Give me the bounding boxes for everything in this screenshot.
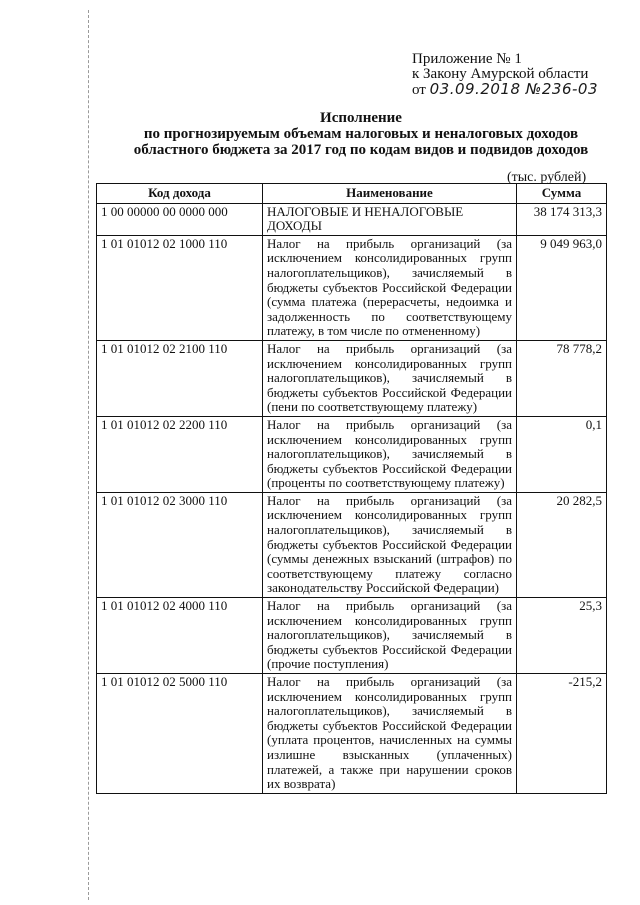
units-label: (тыс. рублей)	[507, 170, 587, 185]
income-table	[96, 183, 607, 794]
row-code: 1 01 01012 02 2200 110	[97, 416, 263, 492]
appendix-handwritten-date: 03.09.2018 №236-03	[429, 80, 598, 98]
row-name: Налог на прибыль организаций (за исключением консолидированных групп налогоплательщиков), зачисляемый в бюджеты субъектов Российской Федерации (уплата процентов, начисленных на суммы излишне взысканных (уплаченных) платежей, а также при нарушении сроков их возврата)	[263, 674, 517, 794]
table-row	[97, 598, 607, 674]
scan-margin-line	[88, 10, 89, 900]
table-row	[97, 235, 607, 340]
row-sum: -215,2	[517, 674, 607, 794]
appendix-date-line	[412, 82, 622, 98]
row-name: Налог на прибыль организаций (за исключением консолидированных групп налогоплательщиков), зачисляемый в бюджеты субъектов Российской Федерации (пени по соответствующему платежу)	[263, 340, 517, 416]
document-title	[96, 110, 626, 158]
row-sum: 25,3	[517, 598, 607, 674]
row-code: 1 01 01012 02 5000 110	[97, 674, 263, 794]
row-sum: 0,1	[517, 416, 607, 492]
table-row	[97, 203, 607, 235]
row-name: Налог на прибыль организаций (за исключением консолидированных групп налогоплательщиков), зачисляемый в бюджеты субъектов Российской Федерации (сумма платежа (перерасчеты, недоимка и задолженность по соответствующему платежу, в том числе по отмененному)	[263, 235, 517, 340]
header-sum: Сумма	[517, 184, 607, 204]
header-name: Наименование	[263, 184, 517, 204]
table-header-row	[97, 184, 607, 204]
row-code: 1 01 01012 02 3000 110	[97, 492, 263, 597]
row-sum: 78 778,2	[517, 340, 607, 416]
table-row	[97, 416, 607, 492]
table-row	[97, 674, 607, 794]
row-name: Налог на прибыль организаций (за исключением консолидированных групп налогоплательщиков), зачисляемый в бюджеты субъектов Российской Федерации (прочие поступления)	[263, 598, 517, 674]
row-sum: 9 049 963,0	[517, 235, 607, 340]
row-name: НАЛОГОВЫЕ И НЕНАЛОГОВЫЕ ДОХОДЫ	[263, 203, 517, 235]
appendix-number: Приложение № 1	[412, 51, 522, 67]
table-row	[97, 492, 607, 597]
appendix-block	[412, 52, 622, 98]
row-name: Налог на прибыль организаций (за исключением консолидированных групп налогоплательщиков), зачисляемый в бюджеты субъектов Российской Федерации (проценты по соответствующему платежу)	[263, 416, 517, 492]
title-line-3: областного бюджета за 2017 год по кодам видов и подвидов доходов	[133, 142, 589, 158]
header-code: Код дохода	[97, 184, 263, 204]
appendix-date-prefix: от	[412, 82, 426, 98]
row-code: 1 00 00000 00 0000 000	[97, 203, 263, 235]
title-line-2: по прогнозируемым объемам налоговых и неналоговых доходов	[143, 126, 579, 142]
row-sum: 20 282,5	[517, 492, 607, 597]
appendix-law-reference: к Закону Амурской области	[412, 66, 589, 82]
row-sum: 38 174 313,3	[517, 203, 607, 235]
row-code: 1 01 01012 02 1000 110	[97, 235, 263, 340]
table-row	[97, 340, 607, 416]
row-name: Налог на прибыль организаций (за исключением консолидированных групп налогоплательщиков), зачисляемый в бюджеты субъектов Российской Федерации (суммы денежных взысканий (штрафов) по соответствующему платежу согласно законодательству Российской Федерации)	[263, 492, 517, 597]
title-line-1: Исполнение	[320, 110, 402, 126]
row-code: 1 01 01012 02 2100 110	[97, 340, 263, 416]
row-code: 1 01 01012 02 4000 110	[97, 598, 263, 674]
